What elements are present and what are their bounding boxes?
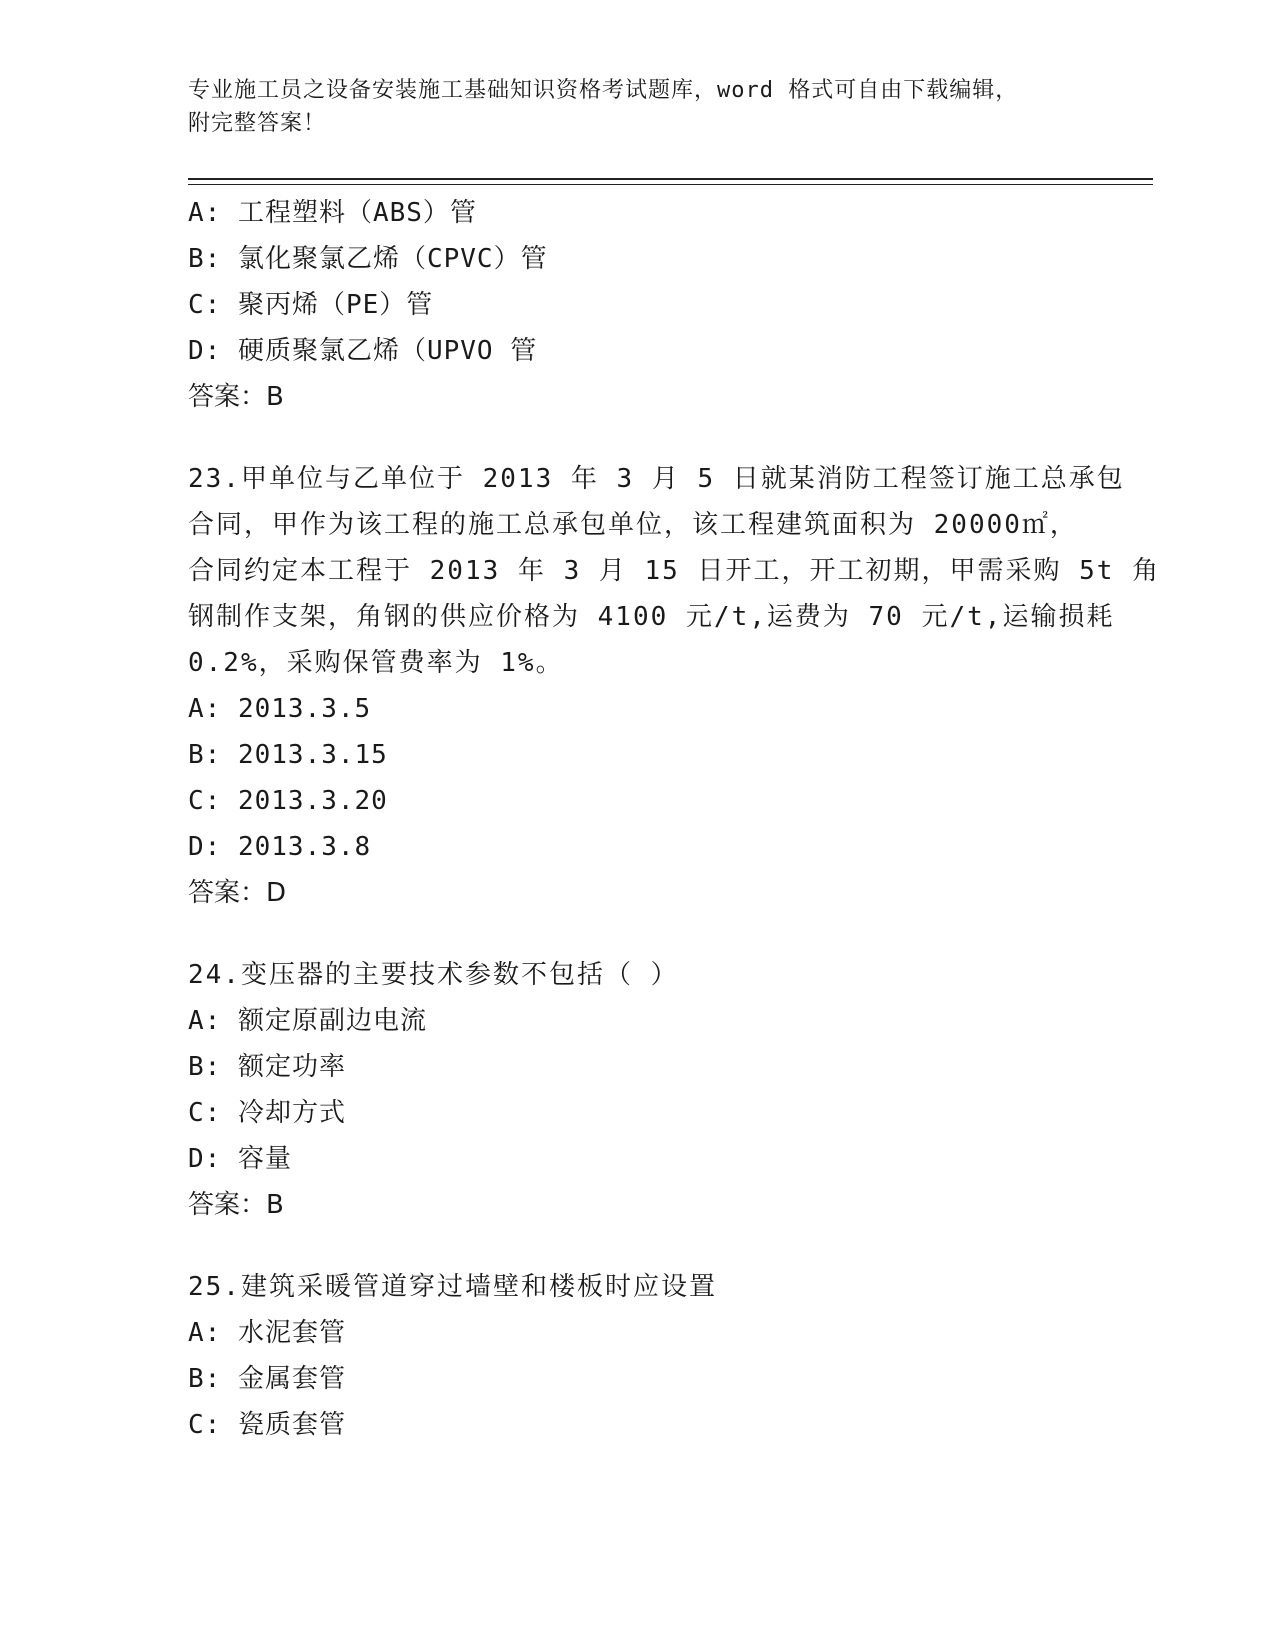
question-stem	[188, 456, 1161, 686]
option-c: C: 2013.3.20	[188, 786, 388, 816]
spacer	[188, 420, 1068, 456]
option-d: D: 硬质聚氯乙烯（UPVO 管	[188, 336, 538, 366]
stem-line: 钢制作支架，角钢的供应价格为 4100 元/t,运费为 70 元/t,运输损耗	[188, 602, 1115, 632]
question-stem	[188, 1264, 1068, 1310]
option-b: B: 氯化聚氯乙烯（CPVC）管	[188, 244, 548, 274]
option-c: C: 瓷质套管	[188, 1410, 346, 1440]
stem-line: 25.建筑采暖管道穿过墙壁和楼板时应设置	[188, 1272, 717, 1302]
question-24	[188, 952, 1068, 1228]
stem-line: 23.甲单位与乙单位于 2013 年 3 月 5 日就某消防工程签订施工总承包	[188, 464, 1125, 494]
question-22-continued	[188, 190, 1068, 420]
option-a: A: 额定原副边电流	[188, 1006, 427, 1036]
question-stem	[188, 952, 1068, 998]
stem-line: 24.变压器的主要技术参数不包括（ ）	[188, 960, 679, 990]
header-divider-thin	[188, 184, 1153, 185]
option-a: A: 工程塑料（ABS）管	[188, 198, 477, 228]
stem-line: 合同，甲作为该工程的施工总承包单位，该工程建筑面积为 20000㎡，	[188, 510, 1078, 540]
spacer	[188, 1228, 1068, 1264]
option-b: B: 额定功率	[188, 1052, 346, 1082]
header-divider-thick	[188, 178, 1153, 180]
question-25	[188, 1264, 1068, 1448]
question-list	[188, 190, 1161, 1448]
option-a: A: 2013.3.5	[188, 694, 372, 724]
option-c: C: 聚丙烯（PE）管	[188, 290, 434, 320]
document-header	[188, 74, 1068, 140]
option-a: A: 水泥套管	[188, 1318, 346, 1348]
option-b: B: 金属套管	[188, 1364, 346, 1394]
stem-line: 0.2%，采购保管费率为 1%。	[188, 648, 564, 678]
stem-line: 合同约定本工程于 2013 年 3 月 15 日开工，开工初期，甲需采购 5t 角	[188, 556, 1161, 586]
header-title-line-1: 专业施工员之设备安装施工基础知识资格考试题库，word 格式可自由下载编辑，	[188, 78, 1019, 103]
question-23	[188, 456, 1161, 916]
answer-line: 答案：D	[188, 878, 287, 908]
option-d: D: 容量	[188, 1144, 292, 1174]
spacer	[188, 916, 1068, 952]
answer-line: 答案：B	[188, 382, 284, 412]
option-b: B: 2013.3.15	[188, 740, 388, 770]
answer-line: 答案：B	[188, 1190, 284, 1220]
option-c: C: 冷却方式	[188, 1098, 346, 1128]
option-d: D: 2013.3.8	[188, 832, 372, 862]
header-title-line-2: 附完整答案！	[188, 111, 327, 136]
